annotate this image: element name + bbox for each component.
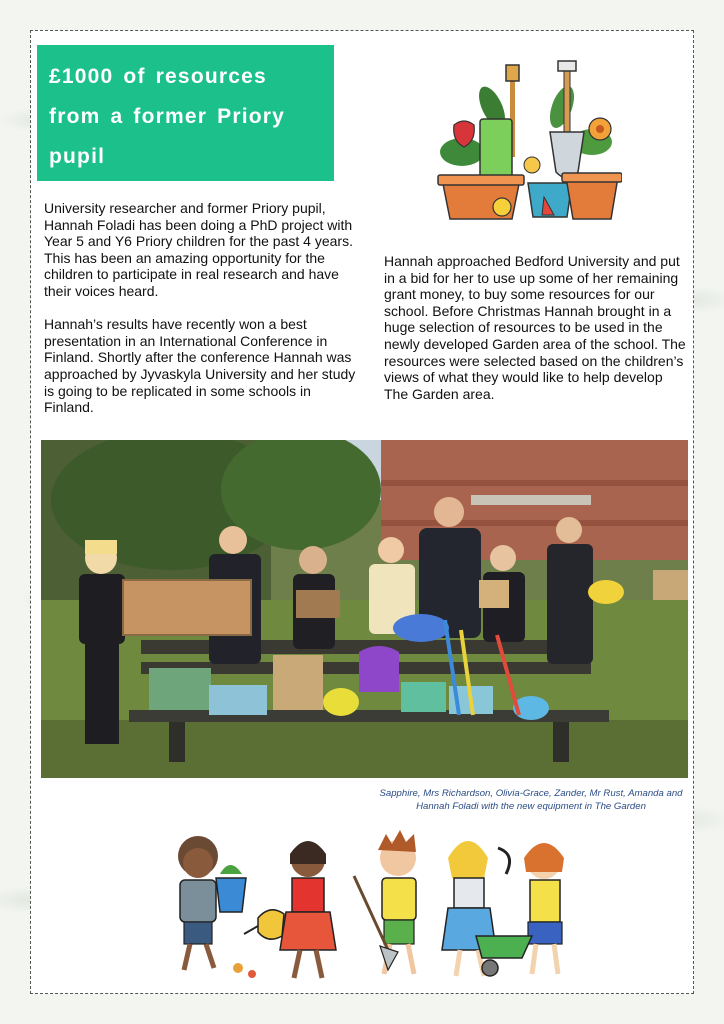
- left-paragraph-1: University researcher and former Priory pupil, Hannah Foladi has been doing a PhD project with Year 5 and Y6 Priory children for the past 4 years. This has been an amazing opportunity for the children to participate in real research and have their voices heard.: [44, 200, 353, 299]
- right-paragraph-1: Hannah approached Bedford University and put in a bid for her to use up some of her remaining grant money, to buy some resources for our school. Before Christmas Hannah brought in a huge selection of resources to be used in the newly developed Garden area of the school. The resources were selected based on the children’s views of what they would like to help develop The Garden area.: [384, 253, 686, 402]
- page-title: £1000 of resources from a former Priory pupil: [49, 65, 286, 168]
- left-column: [44, 200, 364, 432]
- group-photo: [41, 440, 688, 778]
- right-column: [384, 253, 686, 419]
- children-gardening-icon: [158, 818, 590, 988]
- left-paragraph-2: Hannah’s results have recently won a best presentation in an International Conference in Finland. Shortly after the conference Hannah was approached by Jyvaskyla University and her study is going to be replicated in some schools in Finland.: [44, 316, 356, 416]
- photo-caption: Sapphire, Mrs Richardson, Olivia-Grace, Zander, Mr Rust, Amanda and Hannah Foladi with the new equipment in The Garden: [379, 788, 683, 812]
- garden-tools-icon: [432, 47, 622, 227]
- title-box: [37, 45, 334, 181]
